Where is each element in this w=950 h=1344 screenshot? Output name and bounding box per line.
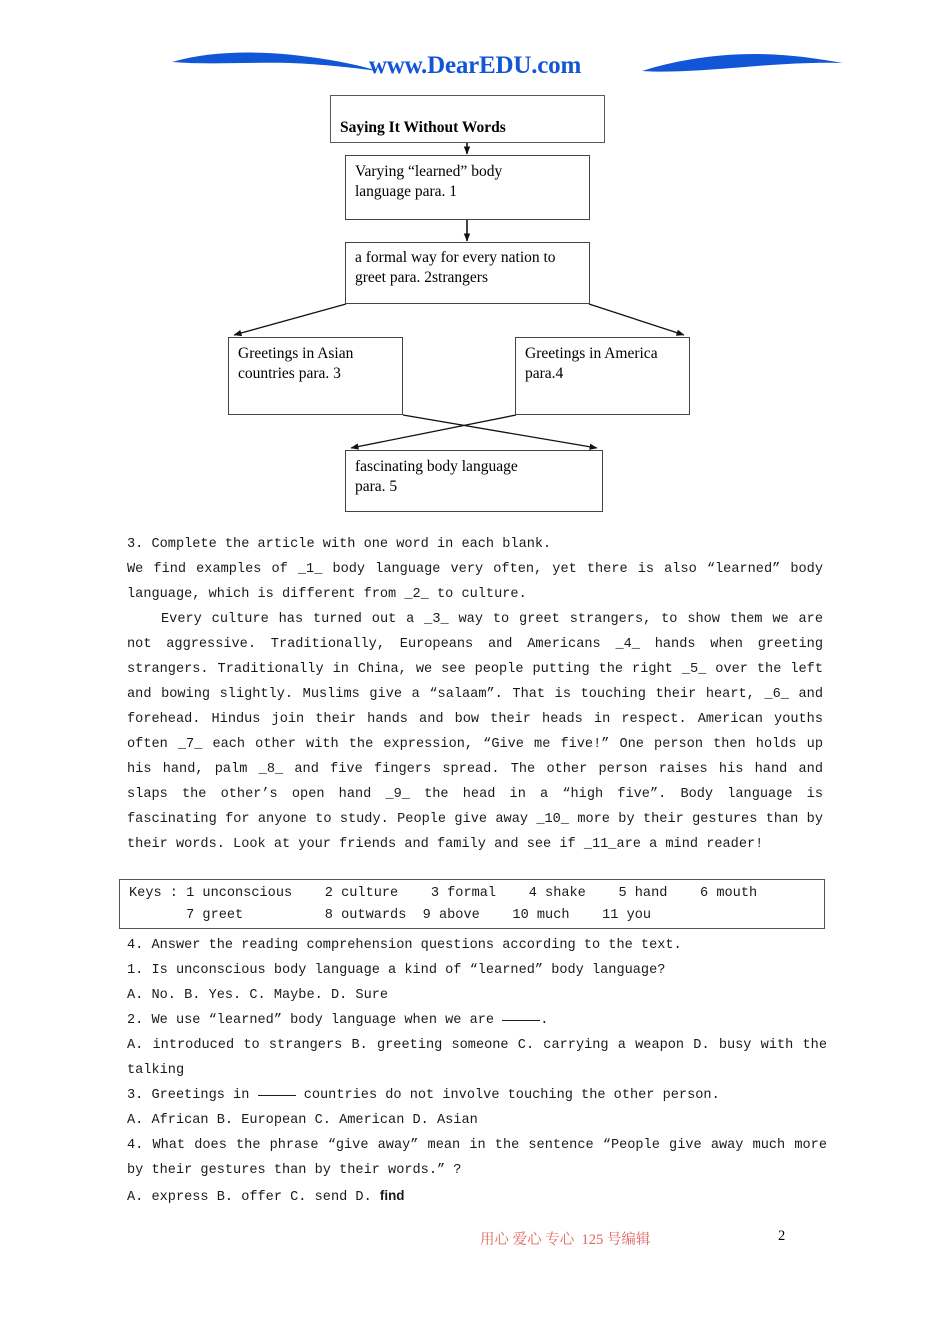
footer-note-text: 用心 爱心 专心 125 号编辑 — [480, 1232, 651, 1248]
answer-keys-box — [119, 879, 825, 929]
site-logo-text: www.DearEDU.com — [368, 52, 582, 79]
question-3-stem-after: countries do not involve touching the other person. — [295, 1088, 720, 1103]
flowchart-box-1 — [345, 155, 590, 220]
article-task-heading: 3. Complete the article with one word in each blank. — [127, 537, 552, 552]
question-3-blank[interactable] — [258, 1095, 296, 1096]
question-3-stem — [127, 1083, 827, 1108]
connector-box2-to-box3 — [234, 304, 346, 335]
footer-page-number: 2 — [778, 1228, 786, 1244]
question-3-stem-before: 3. Greetings in — [127, 1088, 258, 1103]
article-paragraph-1: We find examples of _1_ body language very often, yet there is also “learned” body language, which is different from _2_ to culture. — [127, 562, 823, 602]
question-2-options[interactable]: A. introduced to strangers B. greeting someone C. carrying a weapon D. busy with the talking — [127, 1038, 827, 1078]
flowchart-box-3-line1: Greetings in Asian — [238, 345, 354, 362]
question-1-stem: 1. Is unconscious body language a kind of “learned” body language? — [127, 963, 666, 978]
flowchart-title-text: Saying It Without Words — [340, 119, 506, 136]
question-2-stem — [127, 1008, 827, 1033]
flowchart-box-1-line1: Varying “learned” body — [355, 163, 503, 180]
question-2-stem-before: 2. We use “learned” body language when we are — [127, 1013, 503, 1028]
flowchart-box-1-line2: language para. 1 — [355, 182, 457, 200]
connector-box2-to-box4 — [589, 304, 684, 335]
page-footer — [0, 1228, 950, 1258]
flowchart-box-4 — [515, 337, 690, 415]
question-1-options[interactable]: A. No. B. Yes. C. Maybe. D. Sure — [127, 988, 389, 1003]
flowchart-box-3-line2: countries para. 3 — [238, 365, 341, 383]
question-2-blank[interactable] — [502, 1020, 540, 1021]
question-4-stem: 4. What does the phrase “give away” mean in the sentence “People give away much more by their gestures than by their words.” ? — [127, 1138, 827, 1178]
flowchart-box-3 — [228, 337, 403, 415]
question-4-option-d-label: find — [379, 1188, 405, 1203]
article-paragraph-2: Every culture has turned out a _3_ way to greet strangers, to show them we are not aggressive. Traditionally, Europeans and Americans _4_ hands when greeting strangers. Traditionally in China, we see people putting the right _5_ over the left and bowing slightly. Muslims give a “salaam”. That is touching their heart, _6_ and forehead. Hindus join their hands and bow their heads in respect. American youths often _7_ each other with the expression, “Give me five!” One person then holds up his hand, palm _8_ and five fingers spread. The other person raises his hand and slaps the other’s open hand _9_ the head in a “high five”. Body language is fascinating for anyone to study. People give away _10_ more by their gestures than by their words. Look at your friends and family and see if _11_are a mind reader! — [127, 612, 823, 852]
flowchart-box-2-line2: greet para. 2strangers — [355, 269, 488, 287]
flowchart-box-5-line1: fascinating body language — [355, 458, 518, 475]
flowchart-title-box — [330, 95, 605, 143]
question-3-options[interactable]: A. African B. European C. American D. Asian — [127, 1113, 478, 1128]
questions-section — [127, 933, 827, 1210]
flowchart-box-5 — [345, 450, 603, 512]
answer-keys-row-1: Keys : 1 unconscious 2 culture 3 formal 4 shake 5 hand 6 mouth — [129, 886, 758, 901]
article-section — [127, 532, 823, 857]
answer-keys-row-2: 7 greet 8 outwards 9 above 10 much 11 you — [129, 908, 652, 923]
site-header — [0, 0, 950, 95]
flowchart-box-2 — [345, 242, 590, 304]
flowchart-box-4-line2: para.4 — [525, 365, 564, 383]
flowchart-box-5-line2: para. 5 — [355, 478, 398, 496]
questions-task-heading: 4. Answer the reading comprehension questions according to the text. — [127, 938, 682, 953]
question-2-stem-after: . — [540, 1013, 549, 1028]
flowchart-box-2-line1: a formal way for every nation to — [355, 249, 556, 266]
question-4-options[interactable] — [127, 1183, 827, 1210]
question-4-options-abc: A. express B. offer C. send D. — [127, 1190, 380, 1205]
flowchart-diagram — [0, 90, 950, 525]
flowchart-box-4-line1: Greetings in America — [525, 345, 658, 362]
